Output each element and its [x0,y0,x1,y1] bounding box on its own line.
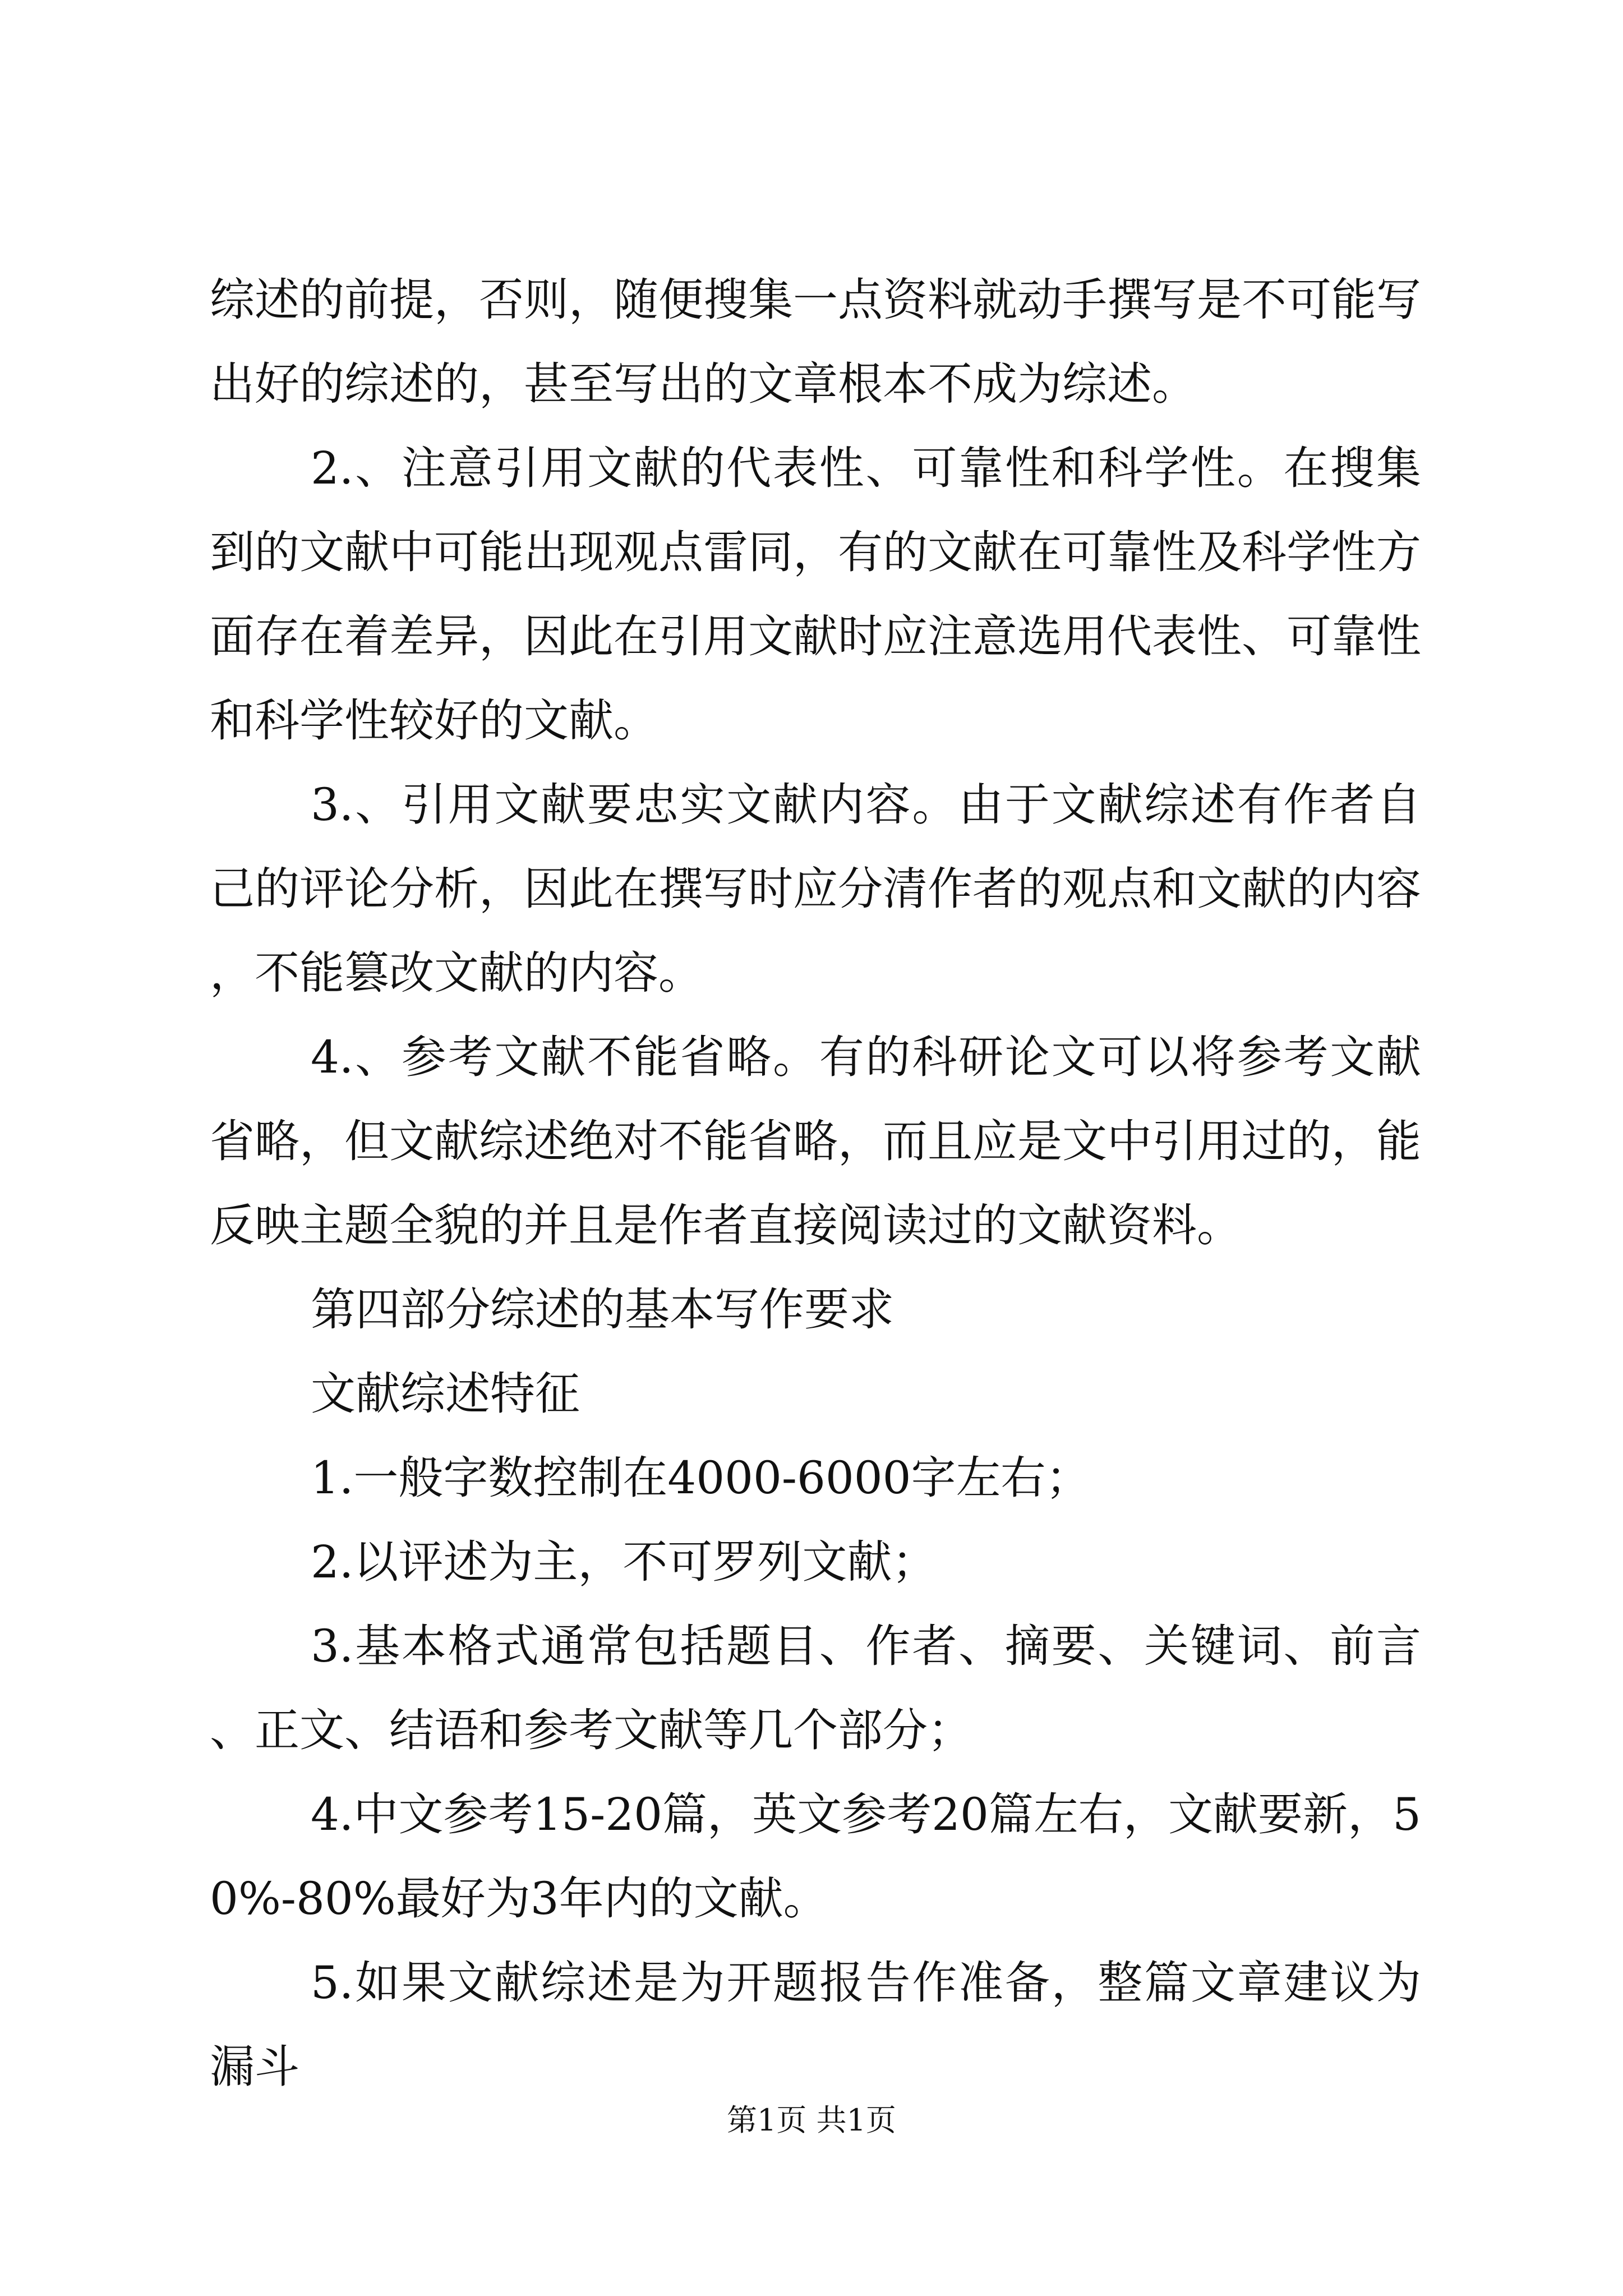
paragraph-4: 4.、参考文献不能省略。有的科研论文可以将参考文献省略，但文献综述绝对不能省略，而且应是文中引用过的，能反映主题全貌的并且是作者直接阅读过的文献资料。 [210,1031,1421,1251]
section-heading: 第四部分综述的基本写作要求 [311,1283,894,1336]
subsection-heading: 文献综述特征 [311,1368,580,1420]
list-item-1: 1.一般字数控制在4000-6000字左右； [311,1452,1091,1504]
list-item-4: 4.中文参考15-20篇，英文参考20篇左右，文献要新，50%-80%最好为3年内的文献。 [210,1788,1421,1925]
paragraph-3: 3.、引用文献要忠实文献内容。由于文献综述有作者自己的评论分析，因此在撰写时应分清作者的观点和文献的内容，不能篡改文献的内容。 [210,779,1421,999]
paragraph-2: 2.、注意引用文献的代表性、可靠性和科学性。在搜集到的文献中可能出现观点雷同，有的文献在可靠性及科学性方面存在着差异，因此在引用文献时应注意选用代表性、可靠性和科学性较好的文献。 [210,442,1421,747]
document-body [210,258,1421,2109]
list-item-2: 2.以评述为主，不可罗列文献； [311,1536,937,1588]
page-footer: 第1页 共1页 [727,2102,896,2138]
paragraph-1: 综述的前提，否则，随便搜集一点资料就动手撰写是不可能写出好的综述的，甚至写出的文章根本不成为综述。 [210,274,1421,410]
list-item-5: 5.如果文献综述是为开题报告作准备，整篇文章建议为漏斗 [210,1957,1421,2093]
list-item-3: 3.基本格式通常包括题目、作者、摘要、关键词、前言、正文、结语和参考文献等几个部分； [210,1620,1421,1756]
